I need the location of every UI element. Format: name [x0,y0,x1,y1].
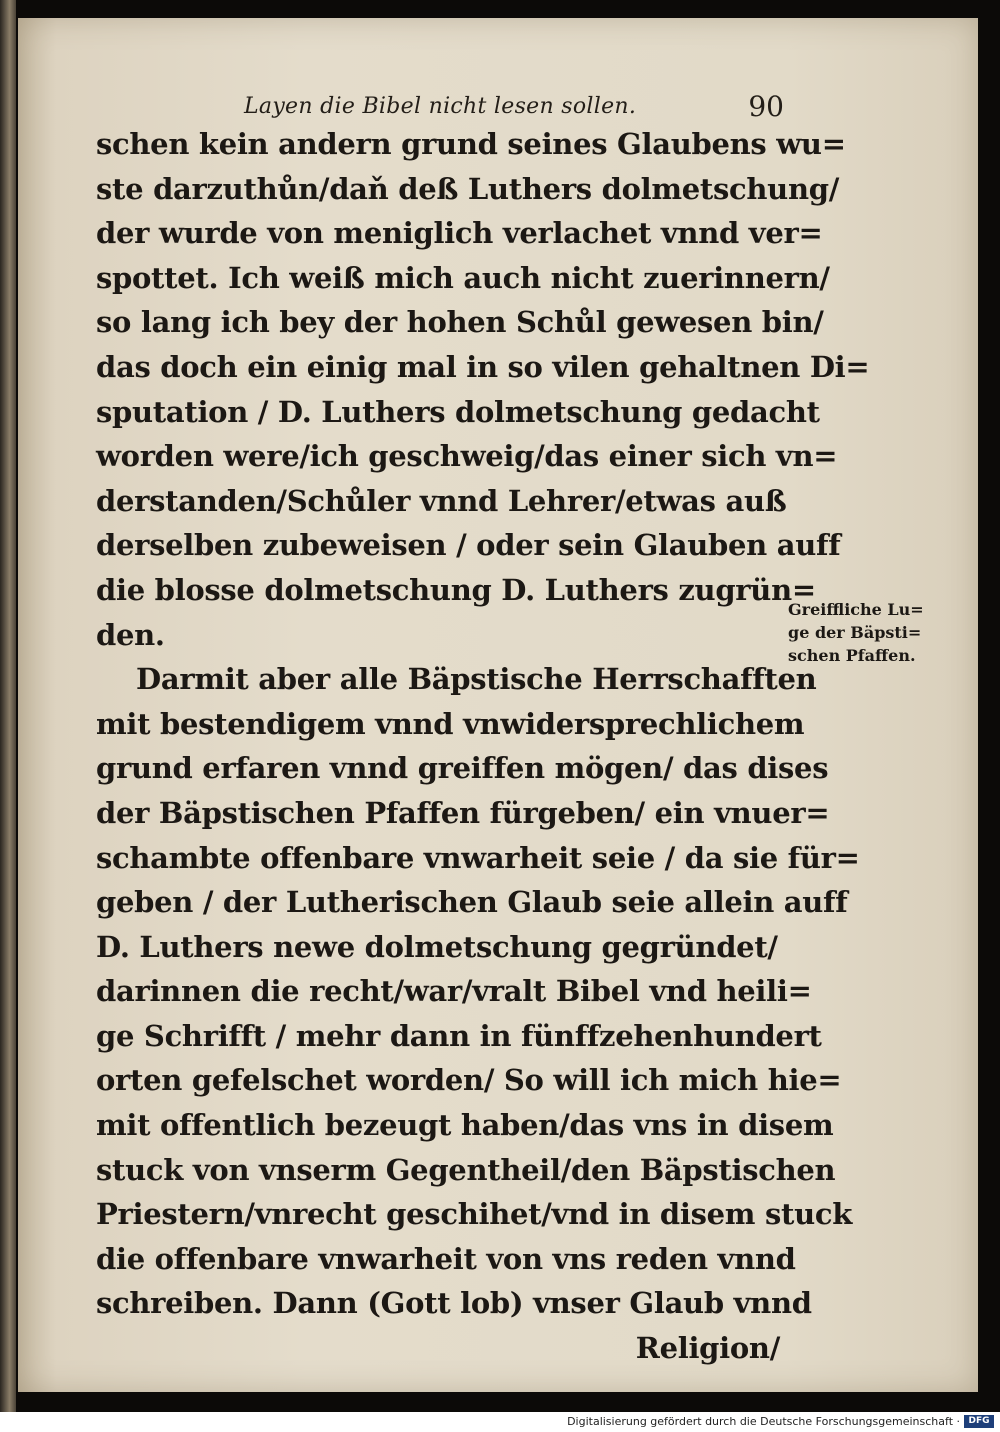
text-line: orten gefelschet worden/ So will ich mich hie= [96,1063,842,1098]
text-line: stuck von vnserm Gegentheil/den Bäpstischen [96,1152,836,1187]
text-line: schambte offenbare vnwarheit seie / da sie für= [96,840,860,875]
text-line: den. [96,617,165,652]
catchword: Religion/ [635,1331,780,1366]
text-line: das doch ein einig mal in so vilen gehaltnen Di= [96,349,870,384]
text-line: schen kein andern grund seines Glaubens wu= [96,127,846,161]
text-line: die offenbare vnwarheit von vns reden vnnd [96,1241,796,1276]
funding-credit: Digitalisierung gefördert durch die Deutsche Forschungsgemeinschaft · [567,1415,960,1428]
marginal-note-line: ge der Bäpsti= [788,623,922,642]
book-binding-edge [0,0,16,1412]
text-line: D. Luthers newe dolmetschung gegründet/ [96,929,778,964]
text-line: so lang ich bey der hohen Schůl gewesen bin/ [96,305,824,340]
text-line: worden were/ich geschweig/das einer sich vn= [96,439,838,474]
text-line: die blosse dolmetschung D. Luthers zugrün= [96,572,816,607]
text-line: ge Schrifft / mehr dann in fünffzehenhundert [96,1018,822,1053]
text-line: der wurde von meniglich verlachet vnnd ver= [96,216,823,251]
page-header [244,90,784,126]
text-line: mit bestendigem vnnd vnwidersprechlichem [96,706,805,741]
text-line: darinnen die recht/war/vralt Bibel vnd heili= [96,974,812,1009]
text-line: derselben zubeweisen / oder sein Glauben auff [96,528,841,563]
marginal-note-line: schen Pfaffen. [788,646,916,665]
running-head: Layen die Bibel nicht lesen sollen. [244,94,637,119]
text-line: Priestern/vnrecht geschihet/vnd in disem stuck [96,1197,853,1232]
text-line: schreiben. Dann (Gott lob) vnser Glaub vnnd [96,1286,812,1321]
text-line: derstanden/Schůler vnnd Lehrer/etwas auß [96,483,787,518]
page-number: 90 [748,90,784,123]
book-page [18,18,978,1392]
text-line: spottet. Ich weiß mich auch nicht zuerinnern/ [96,260,830,295]
text-line: mit offentlich bezeugt haben/das vns in disem [96,1108,834,1143]
marginal-note-line: Greiffliche Lu= [788,600,924,619]
text-line: Darmit aber alle Bäpstische Herrschafften [136,662,817,697]
text-line: grund erfaren vnnd greiffen mögen/ das dises [96,751,829,786]
text-line: geben / der Lutherischen Glaub seie allein auff [96,885,848,920]
text-line: ste darzuthůn/daň deß Luthers dolmetschung/ [96,171,839,206]
text-line: der Bäpstischen Pfaffen fürgeben/ ein vnuer= [96,795,830,830]
marginal-note [788,598,938,667]
text-line: sputation / D. Luthers dolmetschung gedacht [96,394,820,429]
dfg-logo-icon: DFG [964,1415,994,1428]
footer-bar [0,1412,1000,1432]
